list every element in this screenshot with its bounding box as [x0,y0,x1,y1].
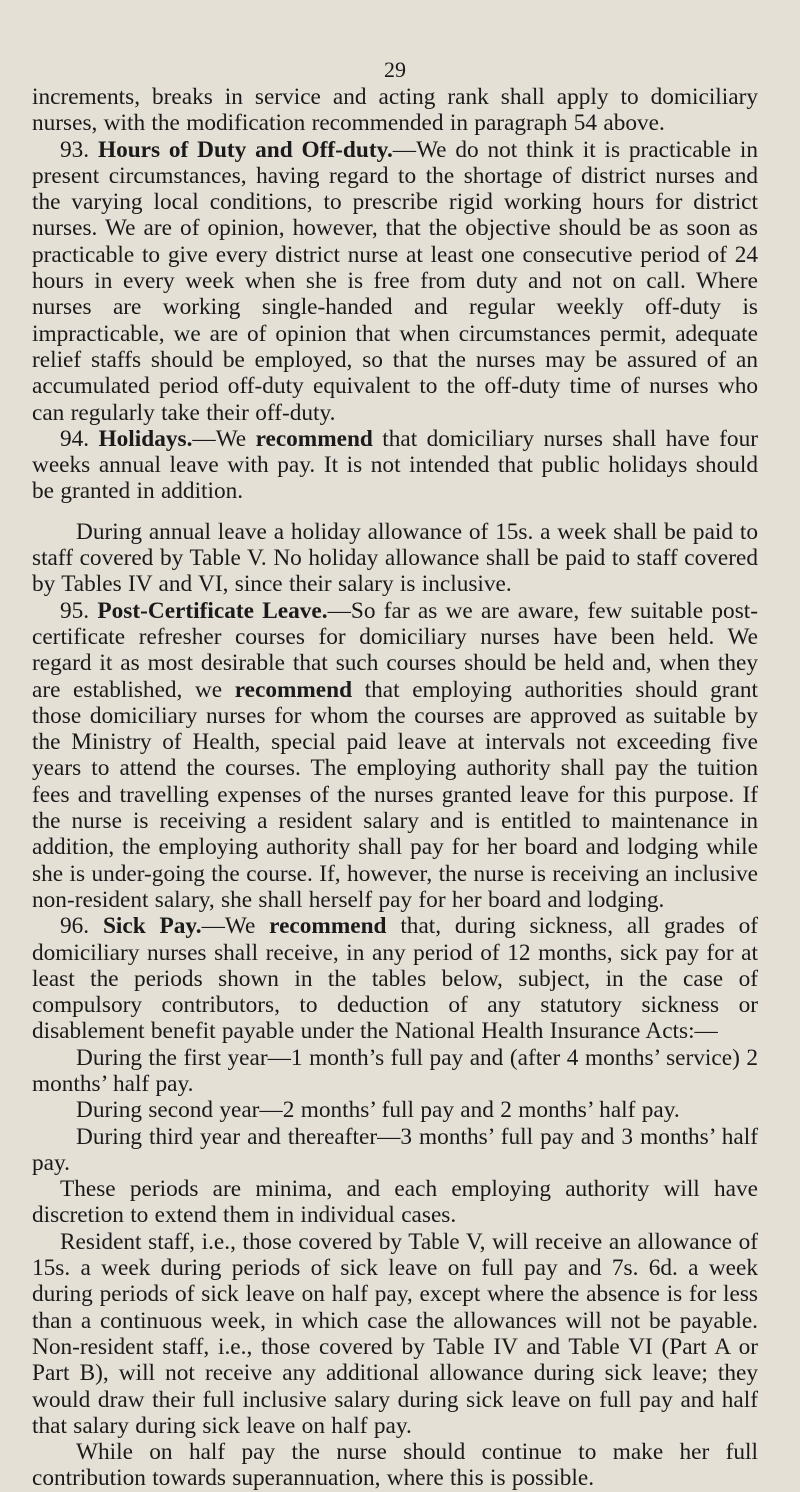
paragraph-number: 93. [60,136,90,163]
paragraph-94 [32,426,758,505]
paragraph-text: —We [192,425,247,452]
paragraph-96-minima: These periods are minima, and each employing authority will have discretion to extend them in individual cases. [32,1176,758,1229]
paragraph-heading: Hours of Duty and Off-duty. [97,136,393,163]
paragraph-96-superannuation: While on half pay the nurse should continue to make her full contribution towards superannuation, where this is possible. [32,1439,758,1492]
paragraph-heading: Holidays. [98,425,193,452]
paragraph-text: that, during sickness, all grades of domiciliary nurses shall receive, in any period of 12 months, sick pay for at least the periods shown in the tables below, subject, in the case of compulsory contributors, to deduction of any statutory sickness or disablement benefit payable under the National Health Insurance Acts:— [32,913,758,1045]
document-body [32,84,758,1492]
recommend-word: recommend [234,676,353,703]
paragraph-text: —So far as we are aware, few suitable post-certificate refresher courses for domiciliary nurses have been held. We regard it as most desirable that such courses should be held and, when they are established, we [32,597,758,703]
paragraph-95 [32,598,758,914]
sick-pay-first-year: During the first year—1 month’s full pay and (after 4 months’ service) 2 months’ half pay. [32,1044,758,1097]
paragraph-number: 94. [60,425,90,452]
paragraph-number: 96. [60,913,90,940]
paragraph-number: 95. [60,597,90,624]
paragraph-96-allowances: Resident staff, i.e., those covered by Table V, will receive an allowance of 15s. a week during periods of sick leave on full pay and 7s. 6d. a week during periods of sick leave on half pay, except where the absence is for less than a continuous week, in which case the allowances will not be payable. Non-resident staff, i.e., those covered by Table IV and Table VI (Part A or Part B), will not receive any additional allowance during sick leave; they would draw their full inclusive salary during sick leave on full pay and half that salary during sick leave on half pay. [32,1228,758,1439]
sick-pay-second-year: During second year—2 months’ full pay and 2 months’ half pay. [76,1097,680,1124]
paragraph-continuation: increments, breaks in service and acting rank shall apply to domiciliary nurses, with the modification recommended in paragraph 54 above. [32,84,758,137]
paragraph-heading: Post-Certificate Leave. [97,597,328,624]
paragraph-93 [32,137,758,426]
recommend-word: recommend [269,913,387,940]
paragraph-text: that employing authorities should grant those domiciliary nurses for whom the courses are approved as suitable by the Ministry of Health, special paid leave at intervals not exceeding five years to attend the courses. The employing authority shall pay the tuition fees and travelling expenses of the nurses granted leave for this purpose. If the nurse is receiving a resident salary and is entitled to maintenance in addition, the employing authority shall pay for her board and lodging while she is under-going the course. If, however, the nurse is receiving an inclusive non-resident salary, she shall herself pay for her board and lodging. [32,676,759,913]
paragraph-heading: Sick Pay. [102,913,202,940]
paragraph-text: —We do not think it is practicable in present circumstances, having regard to the shortage of district nurses and the varying local conditions, to prescribe rigid working hours for district nurses. We are of opinion, however, that the objective should be as soon as practicable to give every district nurse at least one consecutive period of 24 hours in every week when she is free from duty and not on call. Where nurses are working single-handed and regular weekly off-duty is impracticable, we are of opinion that when circumstances permit, adequate relief staffs should be employed, so that the nurses may be assured of an accumulated period off-duty equivalent to the off-duty time of nurses who can regularly take their off-duty. [32,136,758,426]
paragraph-94-holiday-allowance: During annual leave a holiday allowance of 15s. a week shall be paid to staff covered by Table V. No holiday allowance shall be paid to staff covered by Tables IV and VI, since their salary is inclusive. [32,518,758,598]
paragraph-text: that domiciliary nurses shall have four weeks annual leave with pay. It is not intended that public holidays should be granted in addition. [32,425,758,505]
page-number: 29 [384,57,406,82]
paragraph-96 [32,913,758,1044]
recommend-word: recommend [255,425,373,452]
paragraph-text: —We [201,913,256,940]
sick-pay-third-year: During third year and thereafter—3 months’ full pay and 3 months’ half pay. [32,1123,758,1176]
